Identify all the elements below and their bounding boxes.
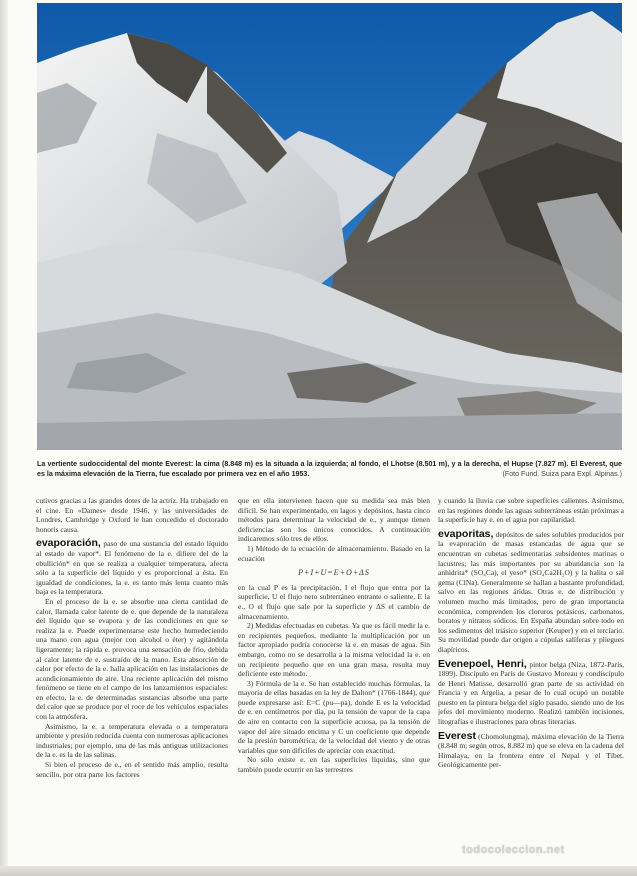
- entry-headword: evaporación,: [36, 537, 101, 550]
- entry-evenepoel: [438, 657, 624, 727]
- entry-everest: [438, 729, 624, 770]
- caption-text: La vertiente sudoccidental del monte Everest: la cima (8.848 m) es la situada a la izquierda; al fondo, el Lhotse (8.501 m), y a la derecha, el Hupse (7.827 m). El Everest, que es la máxima elevación de la Tierra, fue escalado por primera vez en el año 1953.: [37, 460, 622, 478]
- entry-text: (Chomolungma), máxima elevación de la Tierra (8.848 m; según otros, 8.882 m) que se eleva en la cadena del Himalaya, en la frontera entre el Nepal y el Tíbet. Geológicamente per-: [438, 731, 624, 770]
- paragraph: Si bien el proceso de e., en el sentido más amplio, resulta sencillo, por otra parte los factores: [36, 760, 228, 779]
- entry-text: pintor belga (Niza, 1872-París, 1899). Discípulo en París de Gustavo Moreau y condiscípulo de Henri Matisse, desarrolló gran parte de su actividad en Francia y en Argelia, a pesar de lo cual ocupó un notable puesto en la pintura belga del siglo pasado, siendo uno de los jefes del movimiento moderno. Realizó también incisiones, litografías e ilustraciones para obras literarias.: [438, 659, 624, 727]
- paragraph: en la cual P es la precipitación, I el flujo que entra por la superficie, U el flujo neto subterráneo entrante o saliente, E la e., O el flujo que sale por la superficie y ΔS el cambio de almacenamiento.: [238, 582, 430, 621]
- entry-headword: Everest: [438, 729, 476, 742]
- text-column-2: [238, 496, 430, 841]
- paragraph: Asimismo, la e. a temperatura elevada o a temperatura ambiente y presión reducida cuenta con numerosas aplicaciones industriales; por ejemplo, una de las más antiguas utilizaciones de la e. es la de las salinas.: [36, 721, 228, 760]
- entry-text: depósitos de sales solubles producidos por la evaporación de masas estancadas de agua que se encuentran en cubetas sedimentarias subsidentes marinas o lacustres; las más importantes por su abundancia son la anhidrita* (SO₄Ca), el yeso* (SO₄Ca2H₂O) y la halita o sal gema (ClNa). Generalmente se hallan a bastante profundidad, salvo en las regiones áridas. Otras e. de distribución y volumen mucho más limitados, pero de gran importancia económica, comprenden los cloruros potásicos, carbonatos, boratos y nitratos sódicos. En España abundan sobre todo en los sedimentos del triásico superior (Keuper) y en el terciario. Su movilidad puede dar origen a cúpulas salíferas y pliegues diapíricos.: [438, 529, 624, 654]
- paragraph: 1) Método de la ecuación de almacenamiento. Basado en la ecuación: [238, 543, 430, 563]
- paragraph: 3) Fórmula de la e. Se han establecido muchas fórmulas, la mayoría de ellas basadas en la ley de Dalton* (1766-1844), que puede expresarse así: E=C (pu—pa), donde E es la velocidad de e. en centímetros por día, pu la tensión de vapor de la capa de aire en contacto con la superficie acuosa, pa la tensión de vapor del aire situado encima y C un coeficiente que depende de la presión barométrica, de la velocidad del viento y de otras variables que son difíciles de apreciar con exactitud.: [238, 678, 430, 755]
- paragraph: No sólo existe e. en las superficies líquidas, sino que también puede ocurrir en las terrestres: [238, 755, 430, 775]
- entry-evaporitas: [438, 527, 624, 655]
- paragraph: que en ella intervienen hacen que su medida sea más bien difícil. Se han experimentado, en lagos y depósitos, hasta cinco métodos para determinar la velocidad de e., y aunque tienen deficiencias son los únicos conocidos. A continuación indicaremos sólo tres de ellos.: [238, 496, 430, 544]
- entry-text: paso de una sustancia del estado líquido al estado de vapor*. El fenómeno de la e. difiere del de la ebullición* en que se realiza a cualquier temperatura, afecta sólo a la superficie del líquido y es proporcional a ésta. En igualdad de condiciones, la e. es tanto más lenta cuanto más baja es la temperatura.: [36, 539, 228, 597]
- text-column-1: [36, 496, 228, 841]
- paragraph: En el proceso de la e. se absorbe una cierta cantidad de calor, llamada calor latente de e. que depende de la naturaleza del líquido que se evapora y de las condiciones en que se realiza la e. Puede experimentarse este hecho humedeciendo una mano con agua (mejor con alcohol o éter) y agitándola ligeramente; la rápida e. provoca una sensación de frío, debida al calor latente de e. sustraído de la mano. Esta absorción de calor por efecto de la e. halla aplicación en las instalaciones de acondicionamiento de aire. Una reciente aplicación del mismo fenómeno se tiene en el campo de los lanzamientos espaciales: en efecto, la e. de determinadas sustancias absorbe una parte del calor que se produce por el roce de los vehículos espaciales con la atmósfera.: [36, 596, 228, 722]
- photo-credit: (Foto Fund. Suiza para Expl. Alpinas.): [502, 470, 622, 478]
- photo-caption: [37, 459, 622, 479]
- storage-equation: P+I+U=E+O+ΔS: [298, 568, 370, 578]
- entry-evaporacion: [36, 539, 228, 597]
- paragraph: y cuando la lluvia cae sobre superficies calientes. Asimismo, en las regiones donde las aguas subterráneas están próximas a la superficie hay e. en el agua por capilaridad.: [438, 496, 624, 525]
- entry-headword: evaporitas,: [438, 527, 494, 540]
- entry-headword: Evenepoel, Henri,: [438, 657, 527, 670]
- everest-photo: [37, 3, 622, 450]
- page-edge: [0, 0, 8, 876]
- paragraph: 2) Medidas efectuadas en cubetas. Ya que es fácil medir la e. en recipientes pequeños, mediante la multiplicación por un factor apropiado podría conocerse la e. en masas de agua. Sin embargo, como no se desarrolla a la misma velocidad la e. en un recipiente pequeño que en una gran masa, resulta muy deficiente este método.: [238, 621, 430, 679]
- page-bottom-edge: [0, 866, 637, 876]
- text-column-3: [438, 496, 624, 841]
- watermark: todocoleccion.net: [462, 844, 565, 856]
- paragraph: cutivos gracias a las grandes dotes de la actriz. Ha trabajado en el cine. En «Dames» desde 1946, y las universidades de Londres, Cambridge y Oxford le han concedido el doctorado honoris causa.: [36, 496, 228, 534]
